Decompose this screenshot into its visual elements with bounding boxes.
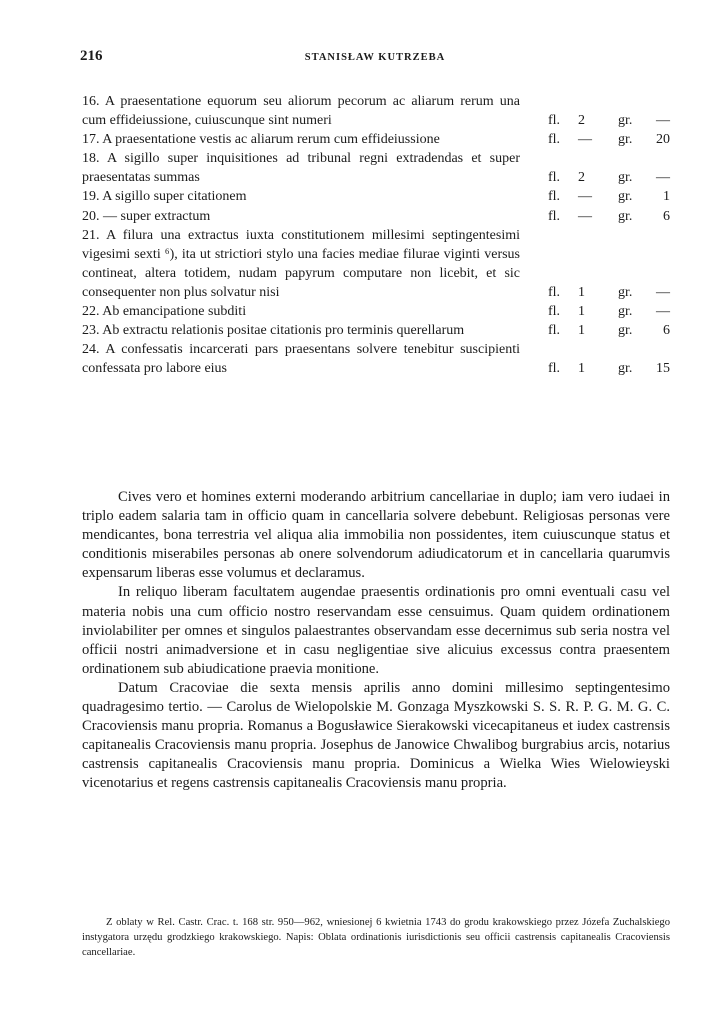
florin-value: 1 (578, 284, 585, 300)
grosz-label: gr. (618, 132, 633, 148)
fee-description: 21. A filura una extractus iuxta constitutionem millesimi septingentesimi vigesimi sexti ⁶), ita ut strictiori stylo una facies mediae filurae viginti versus contineat, altera totidem, nudam papyrum computare non licebit, et sic consequenter non plus solvatur nisi (82, 227, 520, 300)
grosz-label: gr. (618, 113, 633, 129)
grosz-value: 20 (656, 132, 670, 148)
fee-amount (520, 187, 670, 206)
grosz-value: 1 (663, 189, 670, 205)
florin-label: fl. (548, 323, 561, 339)
paragraph: Datum Cracoviae die sexta mensis aprilis anno domini millesimo septingentesimo quadragesimo tertio. — Carolus de Wielopolskie M. Gonzaga Myszkowski S. S. R. P. G. M. G. C. Cracoviensis manu propria. Romanus a Bogusławice Sierakowski vicecapitaneus et iudex castrensis capitanealis Cracoviensis manu propria. Josephus de Janowice Chwalibog burgrabius arcis, notarius castrensis capitanealis Cracoviensis manu propria. Dominicus a Wielka Wies Wielowieyski vicenotarius et regens castrensis capitanealis Cracoviensis manu propria. (82, 679, 670, 792)
fee-amount (520, 130, 670, 149)
florin-label: fl. (548, 132, 561, 148)
grosz-label: gr. (618, 208, 633, 224)
fee-description: 24. A confessatis incarcerati pars praesentans solvere tenebitur suscipienti confessata pro labore eius (82, 342, 520, 377)
fee-item (82, 321, 670, 340)
florin-label: fl. (548, 113, 561, 129)
grosz-value: — (656, 304, 670, 320)
footnote: Z oblaty w Rel. Castr. Crac. t. 168 str. 950—962, wniesionej 6 kwietnia 1743 do grodu krakowskiego przez Józefa Zuchalskiego instygatora urzędu grodzkiego krakowskiego. Napis: Oblata ordinationis iurisdictionis seu officii castrensis capitanealis Cracoviensis cancellariae. (82, 917, 670, 958)
main-text (82, 488, 670, 794)
fee-item (82, 92, 670, 130)
grosz-value: — (656, 284, 670, 300)
florin-value: 2 (578, 170, 585, 186)
florin-value: 1 (578, 361, 585, 377)
grosz-label: gr. (618, 323, 633, 339)
grosz-value: 6 (663, 208, 670, 224)
paragraph: In reliquo liberam facultatem augendae praesentis ordinationis pro omni eventuali casu vel materia nobis una cum officio nostro reservandam esse censuimus. Quam quidem ordinationem inviolabiliter per omnes et singulos palaestrantes observandam esse decernimus sub seria nostra vel officii nostri animadversione et in casu negligentiae sive alicuius excessus contra praesentem ordinationem sub abiudicatione praevia monitione. (82, 584, 670, 677)
florin-label: fl. (548, 189, 561, 205)
fee-description: 22. Ab emancipatione subditi (82, 304, 247, 320)
florin-label: fl. (548, 170, 561, 186)
fee-amount (520, 168, 670, 187)
paragraph: Cives vero et homines externi moderando arbitrium cancellariae in duplo; iam vero iudaei in triplo eadem salaria tam in officio quam in cancellaria solvere debebunt. Religiosas personas vere mendicantes, bona terrestria vel aliqua alia immobilia non possidentes, item cuiuscunque status et conditionis miserabiles personas ab onere solvendorum adiudicatorum et in cancellaria quarumvis expensarum liberas esse volumus et declaramus. (82, 489, 670, 582)
grosz-label: gr. (618, 284, 633, 300)
florin-value: 2 (578, 113, 585, 129)
florin-label: fl. (548, 208, 561, 224)
fee-amount (520, 321, 670, 340)
grosz-value: 15 (656, 361, 670, 377)
florin-label: fl. (548, 284, 561, 300)
grosz-value: 6 (663, 323, 670, 339)
fee-description: 18. A sigillo super inquisitiones ad tribunal regni extradendas et super praesentatas summas (82, 151, 520, 186)
running-head: STANISŁAW KUTRZEBA (304, 52, 446, 63)
fee-amount (520, 302, 670, 321)
page-header (80, 48, 670, 70)
fee-description: 23. Ab extractu relationis positae citationis pro terminis querellarum (82, 323, 465, 339)
page-number: 216 (80, 48, 103, 64)
fee-item (82, 130, 670, 149)
fee-item (82, 302, 670, 321)
fee-item (82, 340, 670, 378)
fee-amount (520, 283, 670, 302)
grosz-value: — (656, 113, 670, 129)
fee-amount (520, 111, 670, 130)
fee-description: 16. A praesentatione equorum seu aliorum pecorum ac aliarum rerum una cum effideiussione, cuiusc​unque sint numeri (82, 94, 520, 129)
fee-amount (520, 207, 670, 226)
grosz-label: gr. (618, 170, 633, 186)
grosz-value: — (656, 170, 670, 186)
florin-value: — (578, 189, 592, 205)
florin-label: fl. (548, 361, 561, 377)
grosz-label: gr. (618, 361, 633, 377)
fee-amount (520, 359, 670, 378)
fee-description: 17. A praesentatione vestis ac aliarum rerum cum effideiussione (82, 132, 440, 148)
grosz-label: gr. (618, 304, 633, 320)
florin-value: 1 (578, 323, 585, 339)
fee-item (82, 207, 670, 226)
fee-description: 19. A sigillo super citationem (82, 189, 247, 205)
fee-item (82, 226, 670, 302)
fee-description: 20. — super extractum (82, 208, 211, 224)
grosz-label: gr. (618, 189, 633, 205)
florin-value: 1 (578, 304, 585, 320)
fee-item (82, 187, 670, 206)
florin-value: — (578, 208, 592, 224)
florin-label: fl. (548, 304, 561, 320)
fee-item (82, 149, 670, 187)
fee-list (82, 92, 670, 378)
florin-value: — (578, 132, 592, 148)
